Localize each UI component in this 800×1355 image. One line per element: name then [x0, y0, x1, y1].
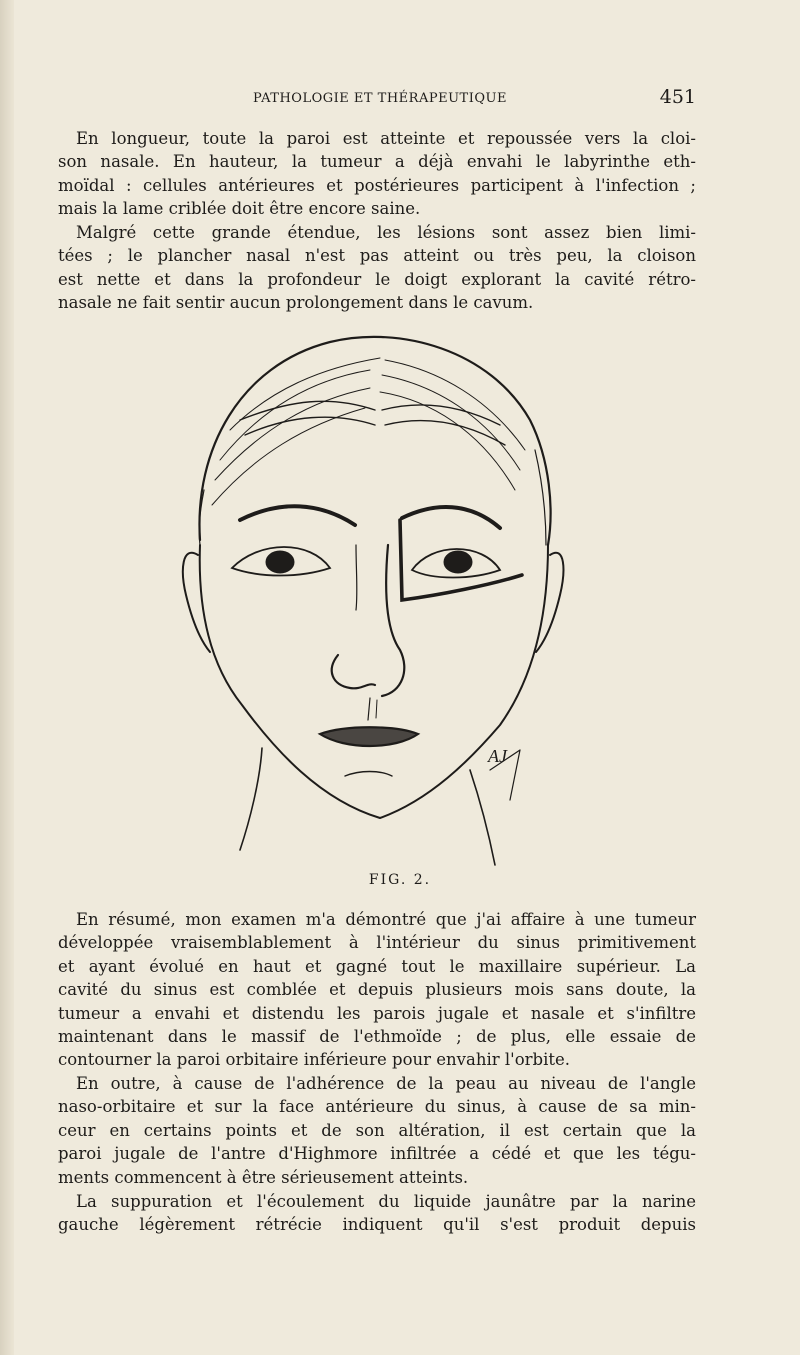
- paragraph-3: [58, 908, 696, 1072]
- text-line: ceur en certains points et de son altération, il est certain que la: [58, 1120, 696, 1140]
- text-line: ments commencent à être sérieusement atteints.: [58, 1167, 469, 1187]
- text-line: tumeur a envahi et distendu les parois jugale et nasale et s'infiltre: [58, 1003, 696, 1023]
- text-line: et ayant évolué en haut et gagné tout le maxillaire supérieur. La: [58, 956, 696, 976]
- figure-caption: FIG. 2.: [368, 872, 432, 888]
- paragraph-4: [58, 1072, 696, 1189]
- text-line: paroi jugale de l'antre d'Highmore infiltrée a cédé et que les tégu-: [58, 1144, 696, 1164]
- text-line: La suppuration et l'écoulement du liquide jaunâtre par la narine: [76, 1192, 696, 1211]
- running-head: [60, 88, 700, 112]
- text-line: En outre, à cause de l'adhérence de la peau au niveau de l'angle: [76, 1074, 696, 1093]
- text-line: est nette et dans la profondeur le doigt explorant la cavité rétro-: [58, 269, 696, 289]
- text-line: mais la lame criblée doit être encore saine.: [58, 199, 421, 219]
- text-line: En résumé, mon examen m'a démontré que j'ai affaire à une tumeur: [76, 910, 696, 929]
- text-line: contourner la paroi orbitaire inférieure pour envahir l'orbite.: [58, 1050, 570, 1070]
- text-line: développée vraisemblablement à l'intérieur du sinus primitivement: [58, 933, 696, 953]
- page-edge: [0, 0, 14, 1355]
- signature: AJ: [488, 746, 507, 766]
- text-line: gauche légèrement rétrécie indiquent qu'il s'est produit depuis: [58, 1215, 696, 1235]
- paragraph-1: [58, 127, 696, 221]
- text-line: maintenant dans le massif de l'ethmoïde ; de plus, elle essaie de: [58, 1027, 696, 1047]
- text-line: son nasale. En hauteur, la tumeur a déjà envahi le labyrinthe eth-: [58, 152, 696, 172]
- text-line: nasale ne fait sentir aucun prolongement dans le cavum.: [58, 293, 534, 313]
- page-number: 451: [659, 86, 696, 108]
- text-line: naso-orbitaire et sur la face antérieure du sinus, à cause de sa min-: [58, 1097, 696, 1117]
- paragraph-5: [58, 1190, 696, 1237]
- face-illustration: [170, 330, 580, 870]
- face-drawing: [170, 330, 580, 870]
- text-line: En longueur, toute la paroi est atteinte et repoussée vers la cloi-: [76, 129, 696, 148]
- paragraph-2: [58, 221, 696, 315]
- text-line: cavité du sinus est comblée et depuis plusieurs mois sans doute, la: [58, 980, 696, 1000]
- text-line: moïdal : cellules antérieures et postérieures participent à l'infection ;: [58, 175, 696, 195]
- text-line: Malgré cette grande étendue, les lésions sont assez bien limi-: [76, 223, 696, 242]
- running-title: PATHOLOGIE ET THÉRAPEUTIQUE: [253, 91, 507, 106]
- text-line: tées ; le plancher nasal n'est pas atteint ou très peu, la cloison: [58, 246, 696, 266]
